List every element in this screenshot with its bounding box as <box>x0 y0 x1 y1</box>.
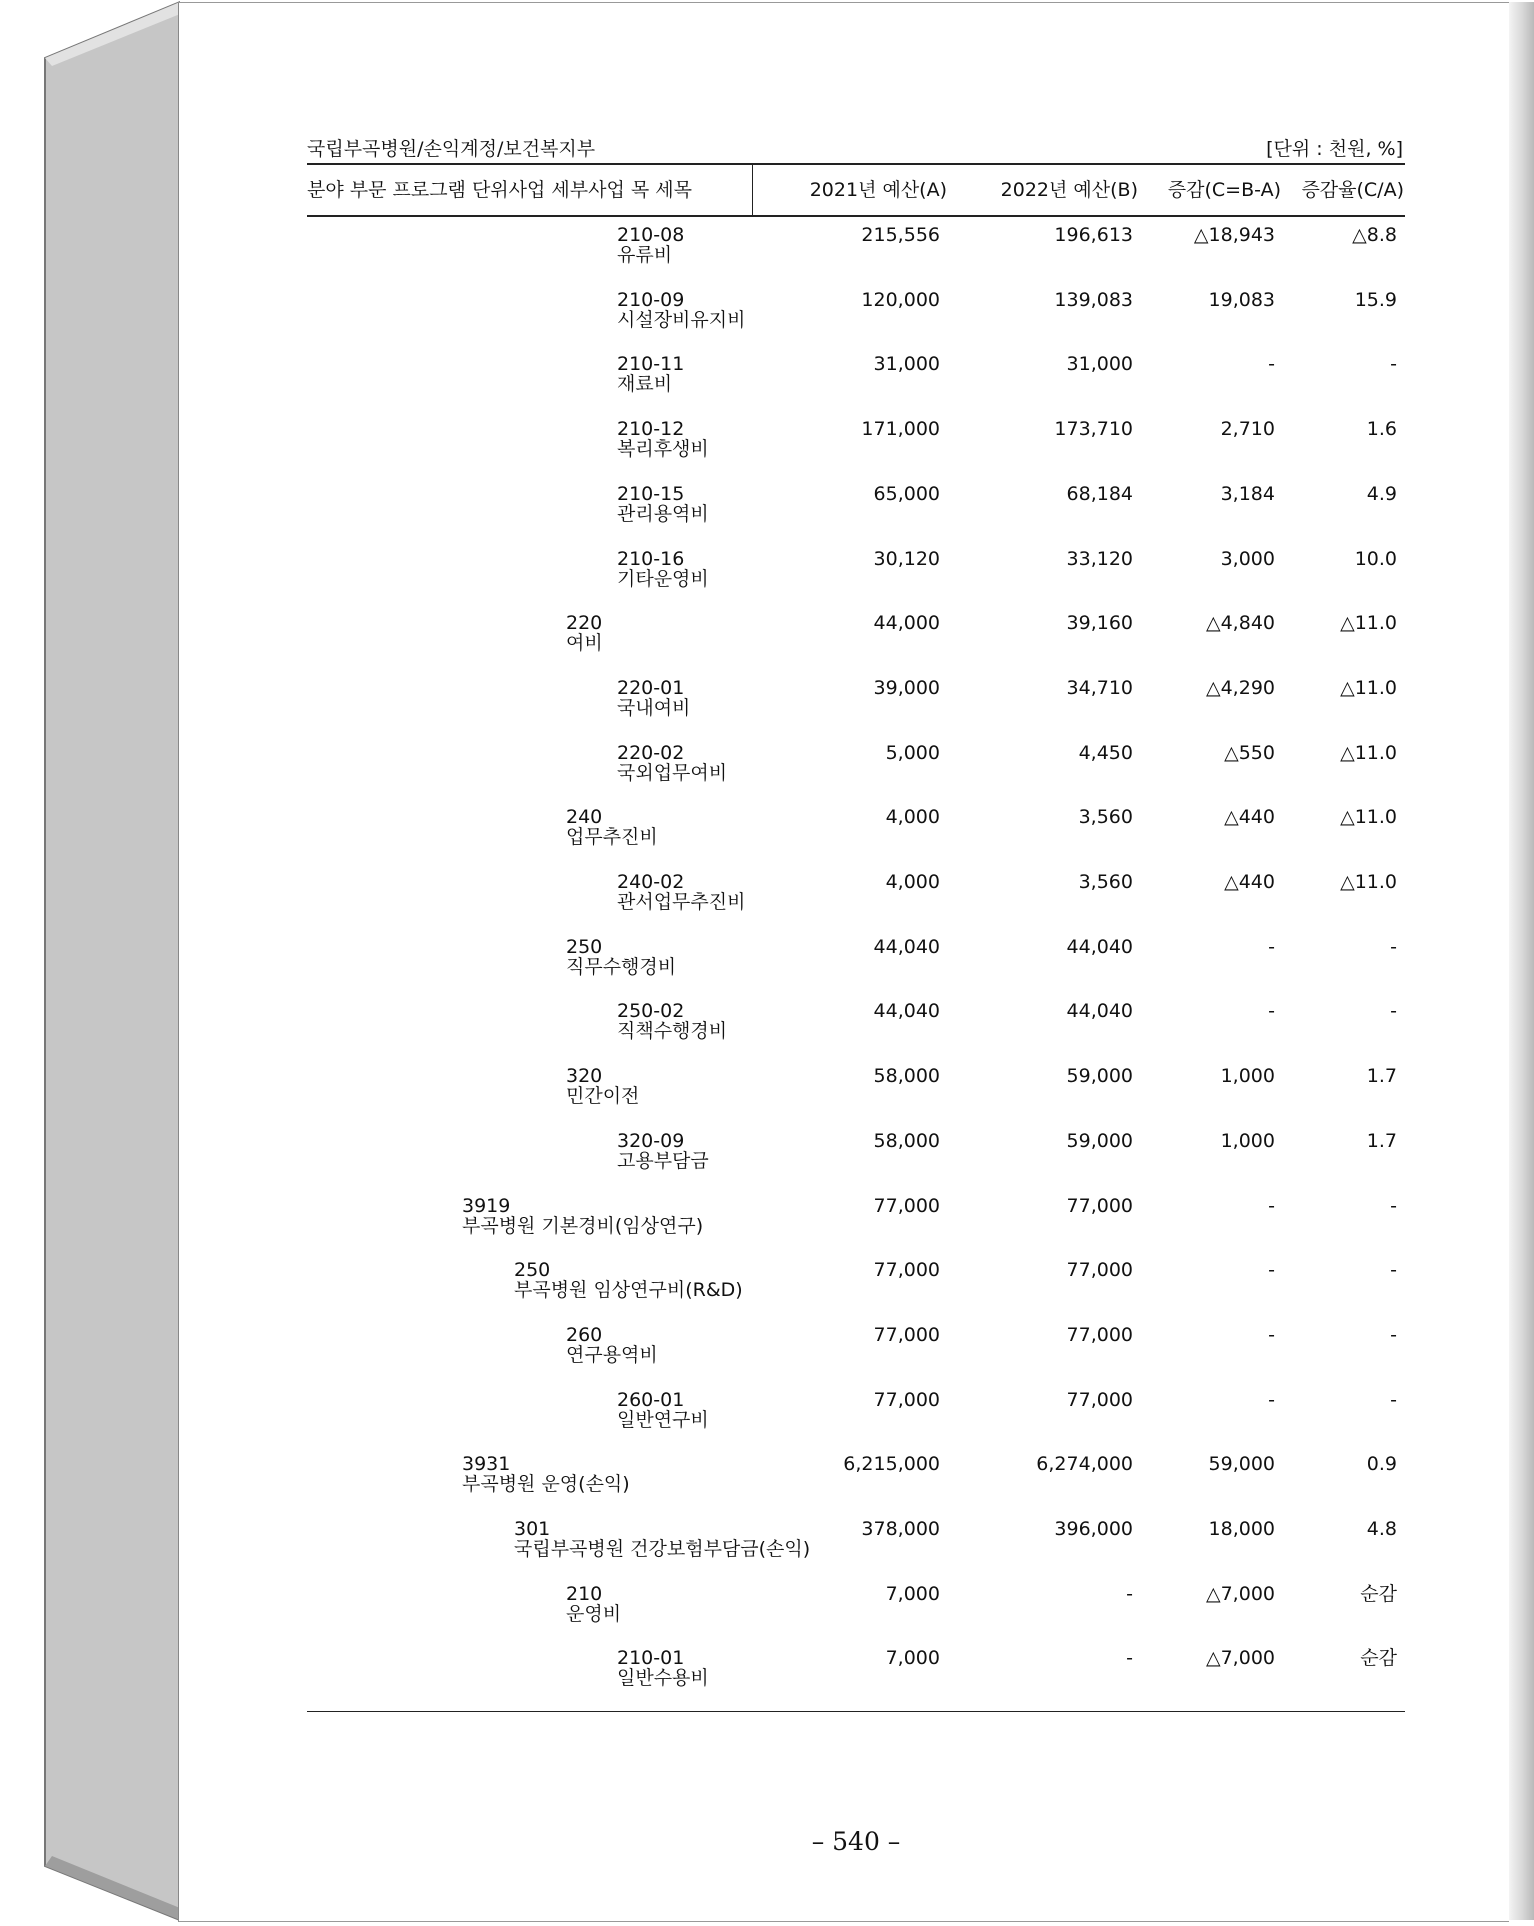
budget-2022-cell: 59,000 <box>1066 1130 1133 1152</box>
top-rule <box>307 163 1405 165</box>
change-cell: - <box>1268 1000 1275 1022</box>
document-title: 국립부곡병원/손익계정/보건복지부 <box>307 138 596 160</box>
budget-2022-cell: 31,000 <box>1066 353 1133 375</box>
row-label <box>617 549 709 589</box>
budget-2021-cell: 58,000 <box>873 1130 940 1152</box>
budget-2021-cell: 120,000 <box>861 289 940 311</box>
row-name: 재료비 <box>617 373 673 395</box>
row-name: 시설장비유지비 <box>617 309 746 331</box>
change-cell: - <box>1268 936 1275 958</box>
budget-2022-cell: 77,000 <box>1066 1389 1133 1411</box>
row-name: 관서업무추진비 <box>617 891 746 913</box>
row-name: 일반수용비 <box>617 1667 709 1689</box>
row-code: 210-16 <box>617 548 685 570</box>
change-rate-cell: 1.7 <box>1366 1130 1397 1152</box>
row-label <box>617 872 745 912</box>
table-row <box>0 1129 1534 1193</box>
change-rate-cell: 15.9 <box>1354 289 1397 311</box>
change-rate-cell: - <box>1390 1195 1397 1217</box>
budget-2021-cell: 77,000 <box>873 1324 940 1346</box>
change-cell: - <box>1268 1389 1275 1411</box>
budget-2022-cell: 3,560 <box>1078 871 1133 893</box>
change-rate-cell: 4.8 <box>1366 1518 1397 1540</box>
row-code: 320-09 <box>617 1130 685 1152</box>
row-name: 연구용역비 <box>566 1344 658 1366</box>
row-label <box>566 1584 621 1624</box>
table-row <box>0 1517 1534 1581</box>
row-label <box>566 1325 658 1365</box>
budget-2021-cell: 77,000 <box>873 1259 940 1281</box>
table-row <box>0 1646 1534 1710</box>
change-rate-cell: △8.8 <box>1352 224 1397 246</box>
row-label <box>566 1066 639 1106</box>
header-rule <box>307 215 1405 217</box>
row-code: 260 <box>566 1324 603 1346</box>
table-row <box>0 417 1534 481</box>
budget-2021-cell: 6,215,000 <box>843 1453 940 1475</box>
table-header-bar <box>307 134 1403 162</box>
row-name: 부곡병원 기본경비(임상연구) <box>462 1215 704 1237</box>
row-label <box>514 1260 743 1300</box>
change-rate-cell: - <box>1390 353 1397 375</box>
budget-2022-cell: 44,040 <box>1066 1000 1133 1022</box>
change-rate-cell: 1.6 <box>1366 418 1397 440</box>
row-code: 210-12 <box>617 418 685 440</box>
table-row <box>0 1064 1534 1128</box>
row-code: 210-09 <box>617 289 685 311</box>
budget-2022-cell: 34,710 <box>1066 677 1133 699</box>
budget-2021-cell: 30,120 <box>873 548 940 570</box>
change-rate-cell: △11.0 <box>1340 677 1397 699</box>
row-name: 부곡병원 운영(손익) <box>462 1473 630 1495</box>
budget-2021-cell: 44,040 <box>873 936 940 958</box>
change-rate-cell: △11.0 <box>1340 612 1397 634</box>
table-row <box>0 1323 1534 1387</box>
change-cell: 1,000 <box>1220 1065 1275 1087</box>
row-label <box>566 937 676 977</box>
budget-2021-cell: 58,000 <box>873 1065 940 1087</box>
row-name: 여비 <box>566 632 603 654</box>
change-rate-cell: - <box>1390 1324 1397 1346</box>
row-label <box>617 354 684 394</box>
row-code: 320 <box>566 1065 603 1087</box>
row-code: 210-11 <box>617 353 685 375</box>
change-rate-cell: 4.9 <box>1366 483 1397 505</box>
change-cell: 59,000 <box>1208 1453 1275 1475</box>
row-name: 운영비 <box>566 1603 622 1625</box>
change-rate-cell: - <box>1390 1389 1397 1411</box>
column-divider <box>752 164 753 216</box>
change-cell: - <box>1268 1324 1275 1346</box>
budget-2021-cell: 378,000 <box>861 1518 940 1540</box>
budget-2022-cell: 39,160 <box>1066 612 1133 634</box>
budget-2022-cell: 77,000 <box>1066 1195 1133 1217</box>
budget-2021-cell: 44,000 <box>873 612 940 634</box>
change-cell: △7,000 <box>1205 1583 1275 1605</box>
row-label <box>566 807 658 847</box>
row-code: 240 <box>566 806 603 828</box>
row-label <box>617 419 709 459</box>
change-cell: 3,000 <box>1220 548 1275 570</box>
column-header-budget-2021: 2021년 예산(A) <box>809 179 947 201</box>
row-label <box>617 1131 709 1171</box>
row-name: 업무추진비 <box>566 826 658 848</box>
column-header-change-rate: 증감율(C/A) <box>1301 179 1404 201</box>
table-row <box>0 935 1534 999</box>
budget-2022-cell: 173,710 <box>1054 418 1133 440</box>
budget-2021-cell: 7,000 <box>885 1647 940 1669</box>
change-rate-cell: 0.9 <box>1366 1453 1397 1475</box>
budget-2021-cell: 39,000 <box>873 677 940 699</box>
change-rate-cell: 순감 <box>1360 1647 1397 1669</box>
budget-2021-cell: 65,000 <box>873 483 940 505</box>
change-cell: 18,000 <box>1208 1518 1275 1540</box>
row-name: 직책수행경비 <box>617 1020 728 1042</box>
budget-2021-cell: 215,556 <box>861 224 940 246</box>
table-row <box>0 741 1534 805</box>
table-row <box>0 870 1534 934</box>
table-row <box>0 1194 1534 1258</box>
change-cell: △7,000 <box>1205 1647 1275 1669</box>
row-code: 220-02 <box>617 742 685 764</box>
row-name: 관리용역비 <box>617 503 709 525</box>
table-row <box>0 1582 1534 1646</box>
budget-2022-cell: 3,560 <box>1078 806 1133 828</box>
budget-2022-cell: 4,450 <box>1078 742 1133 764</box>
table-row <box>0 1452 1534 1516</box>
row-label <box>617 743 727 783</box>
unit-label: [단위 : 천원, %] <box>1266 138 1403 160</box>
change-cell: △440 <box>1224 806 1275 828</box>
change-rate-cell: 순감 <box>1360 1583 1397 1605</box>
row-label <box>617 484 709 524</box>
budget-2022-cell: 33,120 <box>1066 548 1133 570</box>
row-code: 210-08 <box>617 224 685 246</box>
table-row <box>0 352 1534 416</box>
row-code: 250 <box>566 936 603 958</box>
row-code: 210-01 <box>617 1647 685 1669</box>
change-cell: 3,184 <box>1220 483 1275 505</box>
row-label <box>514 1519 810 1559</box>
row-name: 고용부담금 <box>617 1150 709 1172</box>
change-cell: 19,083 <box>1208 289 1275 311</box>
row-name: 부곡병원 임상연구비(R&D) <box>514 1279 743 1301</box>
row-code: 250 <box>514 1259 551 1281</box>
change-rate-cell: - <box>1390 1000 1397 1022</box>
change-cell: △4,840 <box>1205 612 1275 634</box>
row-code: 3931 <box>462 1453 511 1475</box>
row-name: 기타운영비 <box>617 568 709 590</box>
budget-2022-cell: 59,000 <box>1066 1065 1133 1087</box>
change-rate-cell: △11.0 <box>1340 871 1397 893</box>
row-label <box>617 1648 709 1688</box>
table-row <box>0 805 1534 869</box>
change-cell: - <box>1268 353 1275 375</box>
row-code: 250-02 <box>617 1000 685 1022</box>
row-name: 직무수행경비 <box>566 956 677 978</box>
table-row <box>0 1258 1534 1322</box>
row-code: 220-01 <box>617 677 685 699</box>
budget-2022-cell: 77,000 <box>1066 1259 1133 1281</box>
table-row <box>0 999 1534 1063</box>
row-label <box>617 1390 709 1430</box>
change-cell: 1,000 <box>1220 1130 1275 1152</box>
table-row <box>0 676 1534 740</box>
change-rate-cell: 10.0 <box>1354 548 1397 570</box>
row-name: 복리후생비 <box>617 438 709 460</box>
row-code: 240-02 <box>617 871 685 893</box>
table-row <box>0 288 1534 352</box>
row-label <box>617 1001 727 1041</box>
change-cell: △550 <box>1224 742 1275 764</box>
change-cell: - <box>1268 1195 1275 1217</box>
budget-2021-cell: 77,000 <box>873 1195 940 1217</box>
budget-2022-cell: 44,040 <box>1066 936 1133 958</box>
row-code: 260-01 <box>617 1389 685 1411</box>
table-row <box>0 611 1534 675</box>
budget-2021-cell: 4,000 <box>885 806 940 828</box>
table-row <box>0 223 1534 287</box>
change-cell: △4,290 <box>1205 677 1275 699</box>
row-code: 301 <box>514 1518 551 1540</box>
budget-2021-cell: 44,040 <box>873 1000 940 1022</box>
budget-2022-cell: 6,274,000 <box>1036 1453 1133 1475</box>
budget-2022-cell: 139,083 <box>1054 289 1133 311</box>
row-name: 국내여비 <box>617 697 691 719</box>
budget-2022-cell: 68,184 <box>1066 483 1133 505</box>
row-label <box>462 1454 630 1494</box>
row-name: 국립부곡병원 건강보험부담금(손익) <box>514 1538 811 1560</box>
column-header-change: 증감(C=B-A) <box>1167 179 1281 201</box>
column-header-budget-2022: 2022년 예산(B) <box>1000 179 1138 201</box>
row-name: 민간이전 <box>566 1085 640 1107</box>
table-row <box>0 547 1534 611</box>
change-rate-cell: △11.0 <box>1340 806 1397 828</box>
row-label <box>462 1196 703 1236</box>
budget-2021-cell: 31,000 <box>873 353 940 375</box>
row-code: 220 <box>566 612 603 634</box>
change-cell: - <box>1268 1259 1275 1281</box>
budget-2021-cell: 4,000 <box>885 871 940 893</box>
budget-2022-cell: 396,000 <box>1054 1518 1133 1540</box>
row-code: 210-15 <box>617 483 685 505</box>
budget-2021-cell: 171,000 <box>861 418 940 440</box>
row-code: 3919 <box>462 1195 511 1217</box>
bottom-rule <box>307 1711 1405 1712</box>
table-row <box>0 482 1534 546</box>
row-label <box>617 290 745 330</box>
budget-2022-cell: - <box>1126 1647 1133 1669</box>
budget-2021-cell: 5,000 <box>885 742 940 764</box>
row-label <box>617 678 690 718</box>
table-row <box>0 1388 1534 1452</box>
change-rate-cell: - <box>1390 1259 1397 1281</box>
change-rate-cell: - <box>1390 936 1397 958</box>
budget-2022-cell: 77,000 <box>1066 1324 1133 1346</box>
budget-2022-cell: - <box>1126 1583 1133 1605</box>
row-name: 국외업무여비 <box>617 762 728 784</box>
row-code: 210 <box>566 1583 603 1605</box>
change-cell: △440 <box>1224 871 1275 893</box>
change-cell: 2,710 <box>1220 418 1275 440</box>
row-name: 일반연구비 <box>617 1409 709 1431</box>
budget-2022-cell: 196,613 <box>1054 224 1133 246</box>
budget-2021-cell: 77,000 <box>873 1389 940 1411</box>
row-name: 유류비 <box>617 244 673 266</box>
budget-2021-cell: 7,000 <box>885 1583 940 1605</box>
change-rate-cell: △11.0 <box>1340 742 1397 764</box>
page-number: – 540 – <box>811 1827 901 1856</box>
row-label <box>617 225 684 265</box>
change-cell: △18,943 <box>1193 224 1275 246</box>
row-label <box>566 613 603 653</box>
column-header-category: 분야 부문 프로그램 단위사업 세부사업 목 세목 <box>307 179 692 201</box>
change-rate-cell: 1.7 <box>1366 1065 1397 1087</box>
